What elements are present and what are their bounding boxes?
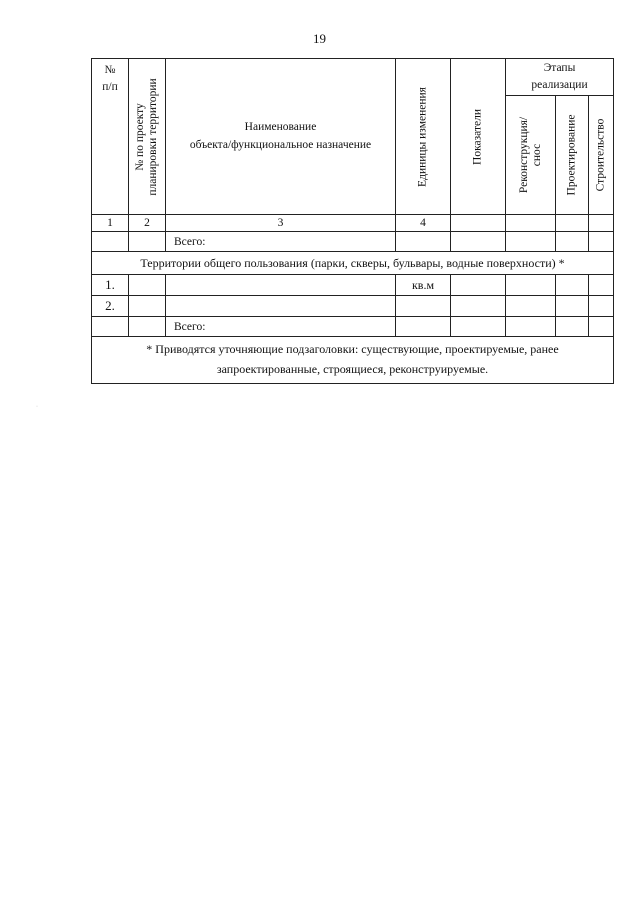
- footnote-line1: * Приводятся уточняющие подзаголовки: существующие, проектируемые, ранее: [146, 342, 559, 356]
- table-cell: [396, 232, 451, 252]
- footnote: [92, 337, 614, 384]
- table-cell: [92, 232, 129, 252]
- table-cell: [451, 215, 506, 232]
- table-cell: [506, 232, 556, 252]
- table-cell: [129, 296, 166, 317]
- header-project-num-line1: № по проекту: [133, 102, 146, 171]
- section-title: Территории общего пользования (парки, скверы, бульвары, водные поверхности) *: [92, 252, 614, 275]
- table-cell: [506, 317, 556, 337]
- col-number-1: 1: [92, 215, 129, 232]
- row-unit: [396, 296, 451, 317]
- table-cell: [556, 275, 589, 296]
- table-cell: [166, 296, 396, 317]
- table-cell: [166, 275, 396, 296]
- header-stage-construction: [589, 96, 614, 215]
- table-cell: [129, 232, 166, 252]
- header-stages-line1: Этапы: [543, 61, 576, 74]
- header-project-num: [129, 59, 166, 215]
- table-row: [92, 275, 614, 296]
- header-stage-reconstruction-line2: снос: [530, 143, 543, 167]
- total-label: Всего:: [166, 232, 396, 252]
- row-number: 2.: [92, 296, 129, 317]
- header-stage-reconstruction-line1: Реконструкция/: [517, 116, 530, 194]
- table-cell: [556, 232, 589, 252]
- table-cell: [589, 232, 614, 252]
- header-num-pp: п/п: [102, 81, 118, 94]
- table-cell: [556, 317, 589, 337]
- table-row: [92, 296, 614, 317]
- scan-speck: ·: [36, 404, 38, 410]
- table-cell: [506, 275, 556, 296]
- row-number: 1.: [92, 275, 129, 296]
- table-cell: [506, 215, 556, 232]
- table-cell: [589, 317, 614, 337]
- table-cell: [589, 296, 614, 317]
- header-units: [396, 59, 451, 215]
- header-stage-construction-text: Строительство: [594, 118, 607, 192]
- header-stages-line2: реализации: [531, 79, 588, 91]
- table-cell: [92, 317, 129, 337]
- table-cell: [129, 317, 166, 337]
- table-cell: [396, 317, 451, 337]
- footnote-line2: запроектированные, строящиеся, реконструируемые.: [216, 361, 489, 376]
- header-object-name-line1: Наименование: [244, 121, 317, 134]
- table-cell: [506, 296, 556, 317]
- table-cell: [589, 275, 614, 296]
- table-cell: [451, 317, 506, 337]
- header-object-name-line2: объекта/функциональное назначение: [189, 138, 372, 151]
- header-indicators: [451, 59, 506, 215]
- header-stage-reconstruction: [506, 96, 556, 215]
- header-num-symbol: №: [104, 64, 116, 76]
- table-cell: [451, 232, 506, 252]
- header-project-num-line2: планировки территории: [147, 77, 159, 196]
- header-units-text: Единицы изменения: [416, 86, 429, 187]
- header-indicators-text: Показатели: [471, 108, 484, 165]
- header-object-name: [166, 59, 396, 215]
- header-stages: [506, 59, 614, 96]
- row-unit: кв.м: [396, 275, 451, 296]
- table-cell: [589, 215, 614, 232]
- total-label: Всего:: [166, 317, 396, 337]
- col-number-3: 3: [166, 215, 396, 232]
- table-cell: [129, 275, 166, 296]
- header-stage-design: [556, 96, 589, 215]
- table-cell: [556, 296, 589, 317]
- table-cell: [556, 215, 589, 232]
- header-num: [92, 59, 129, 215]
- header-stage-design-text: Проектирование: [565, 114, 578, 196]
- col-number-4: 4: [396, 215, 451, 232]
- table-cell: [451, 275, 506, 296]
- table-cell: [451, 296, 506, 317]
- col-number-2: 2: [129, 215, 166, 232]
- page-number: 19: [313, 31, 326, 46]
- planning-table: [91, 58, 614, 384]
